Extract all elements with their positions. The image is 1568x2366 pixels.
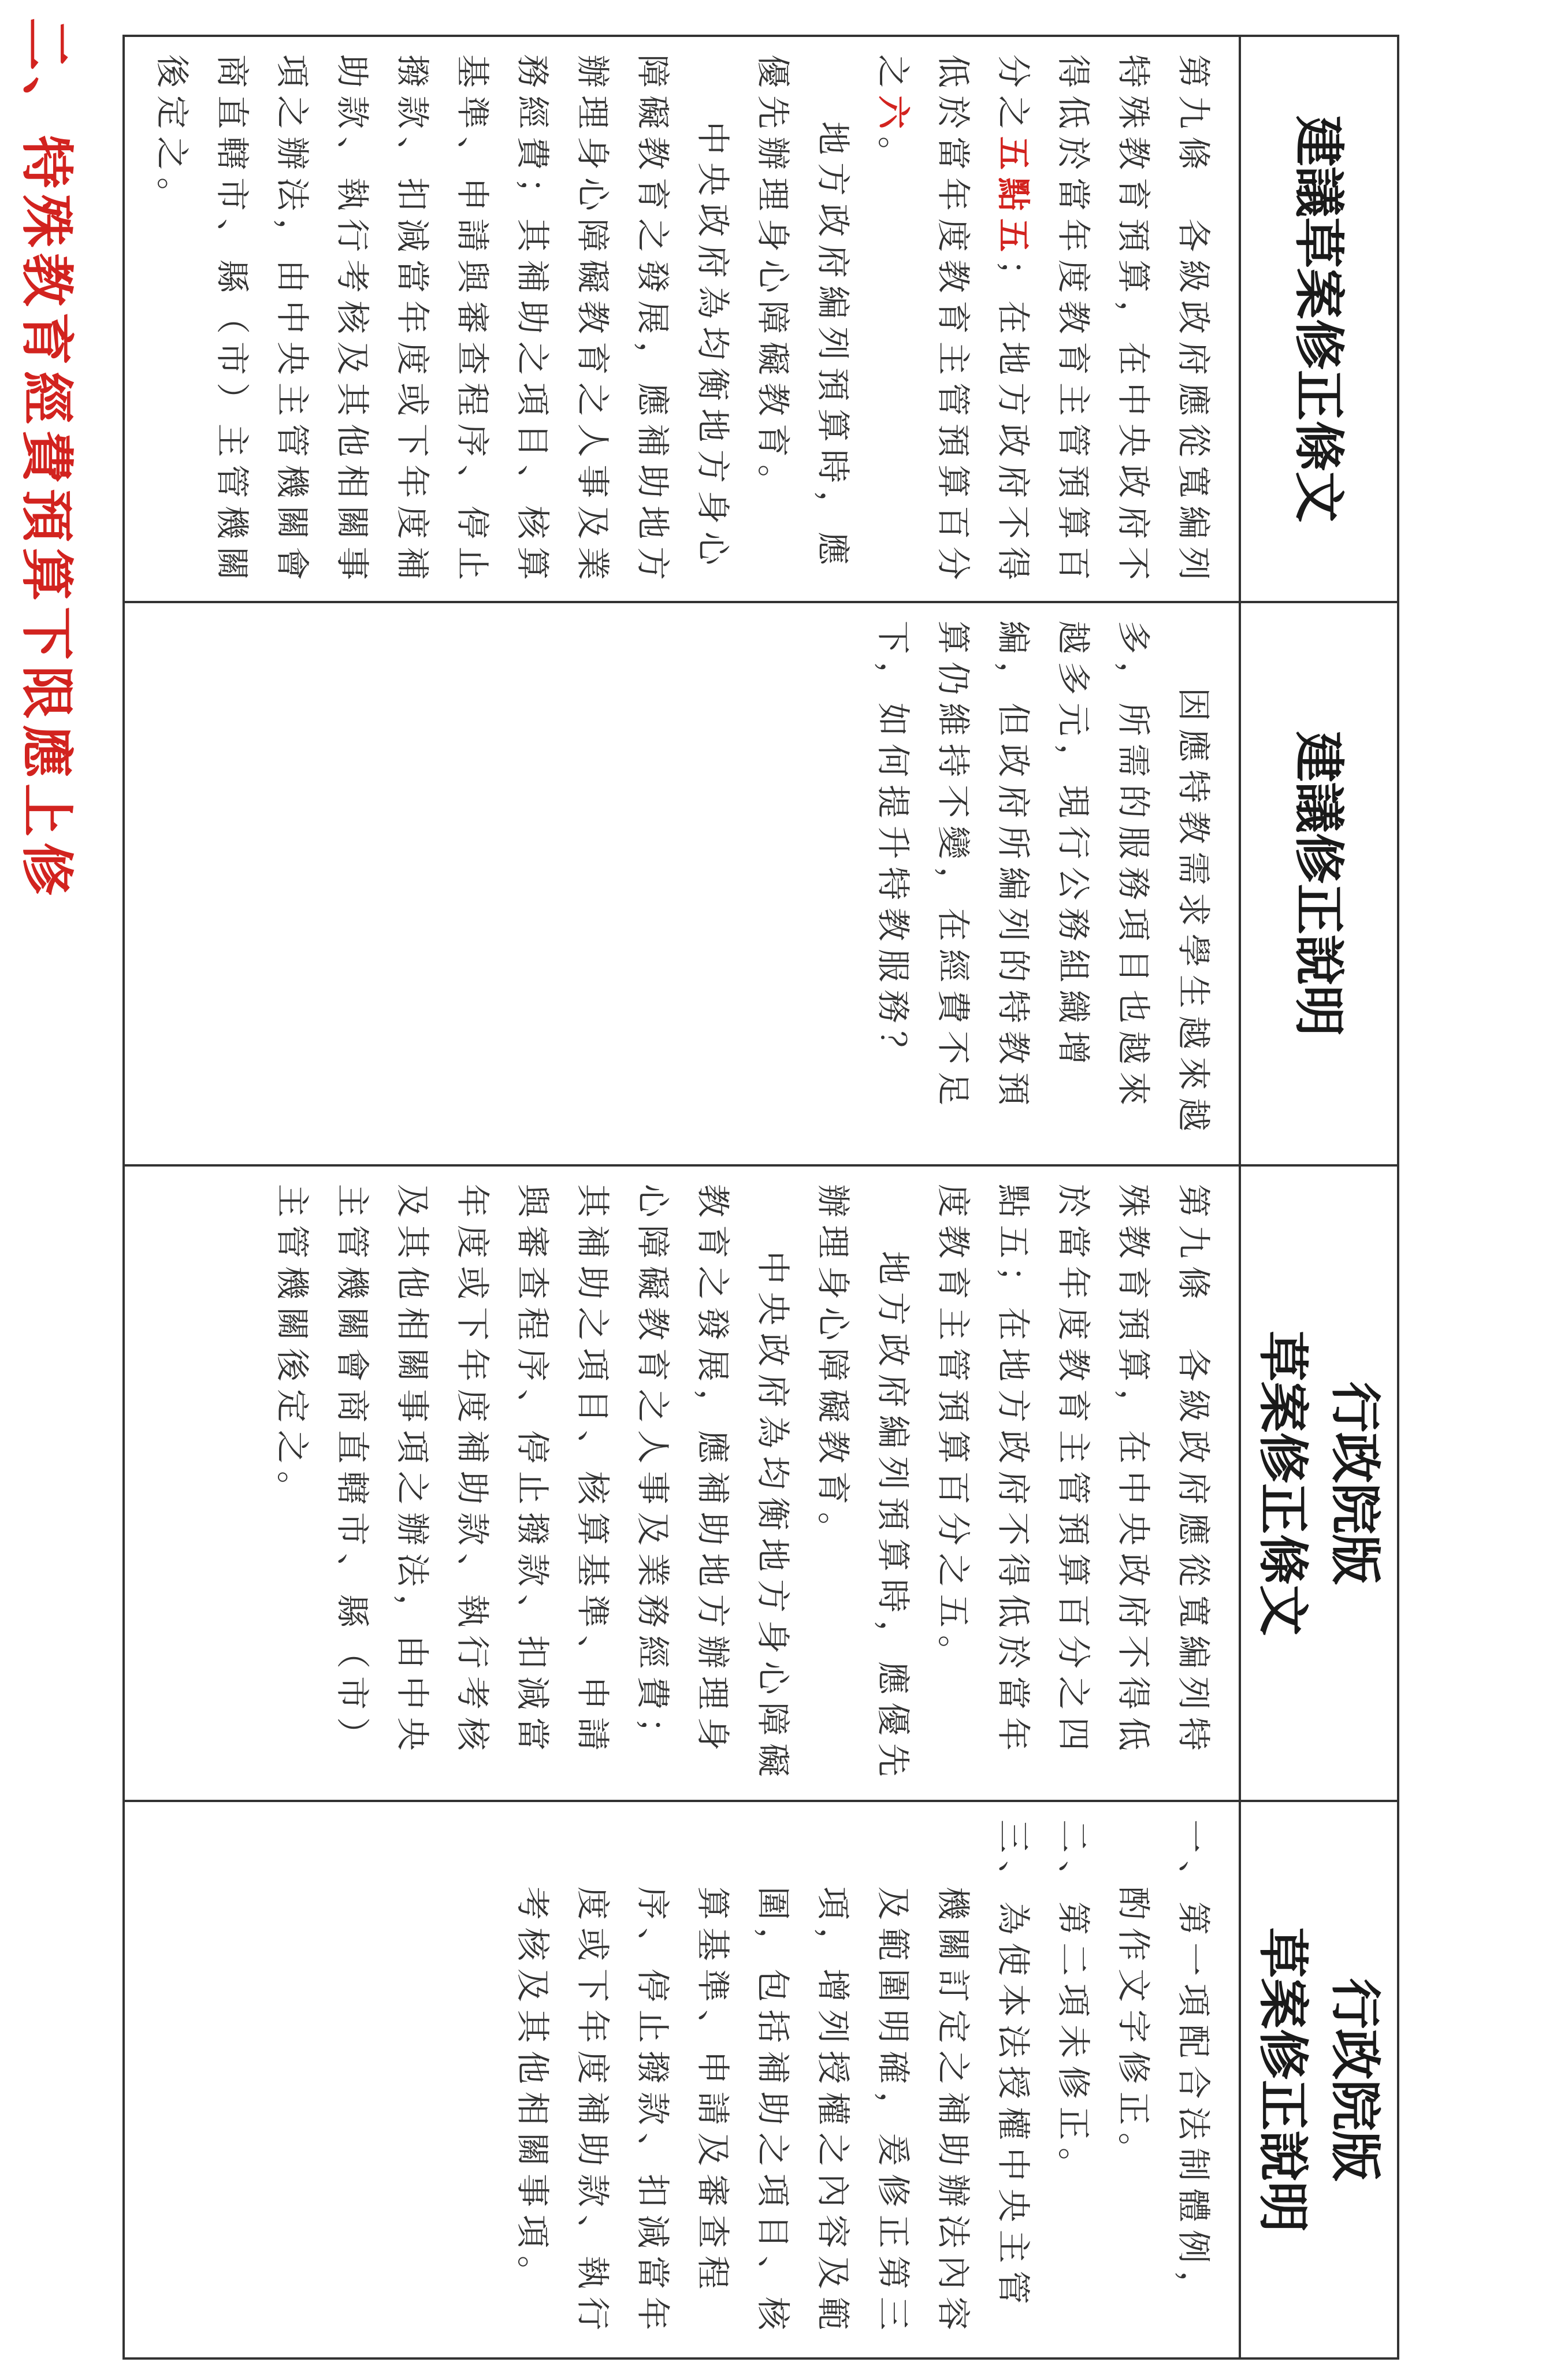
executive-explain-item-2: 二、第二項未修正。 bbox=[1054, 1819, 1093, 2189]
cell-executive-text bbox=[124, 1165, 1240, 1801]
executive-article-9-para-1: 第九條 各級政府應從寬編列特殊教育預算，在中央政府不得低於當年度教育主管預算百分之四點五；在地方政府不得低於當年度教育主管預算百分之五。 bbox=[934, 1184, 1213, 1759]
proposed-para-1-part-c: 。 bbox=[874, 136, 913, 178]
proposed-article-9-para-1 bbox=[863, 54, 1224, 588]
executive-article-9-para-3: 中央政府為均衡地方身心障礙教育之發展，應補助地方辦理身心障礙教育之人事及業務經費；其補助之項目、核算基準、申請與審查程序、停止撥款、扣減當年度或下年度補助款、執行考核及其他相關事項之辦法，由中央主管機關會商直轄市、縣（市）主管機關後定之。 bbox=[273, 1184, 793, 1785]
document-title: 二、特殊教育經費預算下限應上修 bbox=[16, 17, 77, 902]
header-proposed-explain-label: 建議修正說明 bbox=[1289, 731, 1349, 1037]
proposed-article-9-para-2: 地方政府編列預算時，應優先辦理身心障礙教育。 bbox=[753, 54, 853, 573]
header-executive-text bbox=[1240, 1165, 1398, 1801]
header-executive-explain-line2: 草案修正說明 bbox=[1253, 1927, 1313, 2233]
header-executive-text-line2: 草案修正條文 bbox=[1253, 1330, 1313, 1636]
cell-executive-explain bbox=[124, 1801, 1240, 2358]
header-proposed-text bbox=[1240, 36, 1398, 602]
header-executive-explain bbox=[1240, 1801, 1398, 2358]
header-proposed-explain bbox=[1240, 602, 1398, 1165]
cell-proposed-text bbox=[124, 36, 1240, 602]
proposed-explain-para-1: 因應特教需求學生越來越多，所需的服務項目也越來越多元，現行公務組織增編，但政府所編列的特教預算仍維持不變，在經費不足下，如何提升特教服務？ bbox=[874, 621, 1213, 1139]
header-proposed-text-label: 建議草案修正條文 bbox=[1289, 115, 1349, 522]
comparison-table bbox=[122, 35, 1399, 2360]
proposed-article-9-para-3: 中央政府為均衡地方身心障礙教育之發展，應補助地方辦理身心障礙教育之人事及業務經費；其補助之項目、核算基準、申請與審查程序、停止撥款、扣減當年度或下年度補助款、執行考核及其他相關事項之辦法，由中央主管機關會商直轄市、縣（市）主管機關後定之。 bbox=[153, 54, 733, 588]
executive-explain-item-3: 三、為使本法授權中央主管機關訂定之補助辦法內容及範圍明確，爰修正第三項，增列授權之內容及範圍，包括補助之項目、核算基準、申請及審查程序、停止撥款、扣減當年度或下年度補助款、執行考核及其他相關事項。 bbox=[513, 1819, 1033, 2338]
header-executive-text-line1: 行政院版 bbox=[1325, 1381, 1385, 1585]
table-header-row bbox=[1240, 36, 1398, 2358]
cell-proposed-explain bbox=[124, 602, 1240, 1165]
highlight-central-ratio: 五點五 bbox=[994, 136, 1033, 260]
proposed-para-1-part-b: ；在地方政府不得低於當年度教育主管預算百分之 bbox=[874, 54, 1033, 588]
header-executive-explain-line1: 行政院版 bbox=[1325, 1978, 1385, 2182]
executive-article-9-para-2: 地方政府編列預算時，應優先辦理身心障礙教育。 bbox=[813, 1184, 913, 1785]
table-body-row bbox=[124, 36, 1240, 2358]
executive-explain-item-1: 一、第一項配合法制體例，酌作文字修正。 bbox=[1114, 1819, 1213, 2312]
highlight-local-ratio: 六 bbox=[874, 95, 913, 137]
proposed-para-1-part-a: 第九條 各級政府應從寬編列特殊教育預算，在中央政府不得低於當年度教育主管預算百分之 bbox=[994, 54, 1213, 588]
